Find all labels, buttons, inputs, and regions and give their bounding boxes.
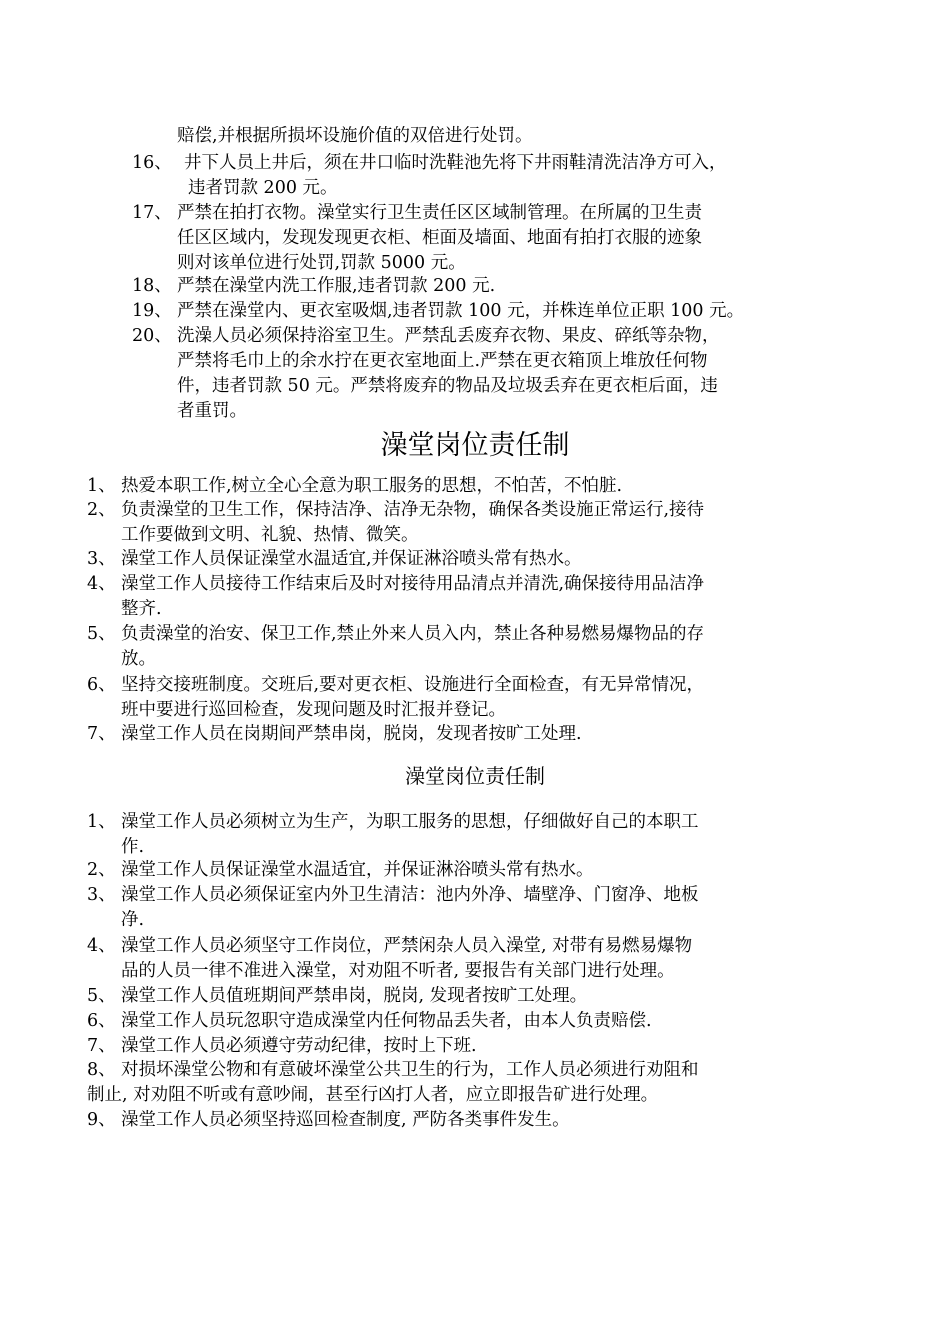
item-text: 洗澡人员必须保持浴室卫生。严禁乱丢废弃衣物、果皮、碎纸等杂物，	[177, 326, 720, 346]
section-title: 澡堂岗位责任制	[380, 430, 570, 461]
item-text: 放。	[121, 649, 156, 669]
item-text: 澡堂工作人员必须遵守劳动纪律，按时上下班.	[121, 1036, 477, 1056]
item-text: 澡堂工作人员在岗期间严禁串岗，脱岗，发现者按旷工处理.	[121, 724, 582, 744]
item-text: 净.	[121, 910, 145, 930]
item-text: 制止, 对劝阻不听或有意吵闹，甚至行凶打人者，应立即报告矿进行处理。	[87, 1085, 659, 1105]
item-text: 澡堂工作人员必须坚持巡回检查制度, 严防各类事件发生。	[121, 1110, 570, 1130]
item-text: 严禁在澡堂内、更衣室吸烟,违者罚款 100 元，并株连单位正职 100 元。	[177, 301, 745, 321]
item-number: 6、	[87, 675, 116, 695]
item-text: 严禁在拍打衣物。澡堂实行卫生责任区区域制管理。在所属的卫生责	[177, 203, 702, 223]
item-number: 20、	[132, 326, 172, 346]
item-number: 8、	[87, 1060, 116, 1080]
item-text: 澡堂工作人员保证澡堂水温适宜,并保证淋浴喷头常有热水。	[121, 549, 582, 569]
item-number: 6、	[87, 1011, 116, 1031]
continuation-line: 赔偿,并根据所损坏设施价值的双倍进行处罚。	[177, 126, 533, 146]
item-number: 1、	[87, 476, 116, 496]
item-text: 澡堂工作人员必须保证室内外卫生清洁：池内外净、墙壁净、门窗净、地板	[121, 885, 699, 905]
item-text: 澡堂工作人员值班期间严禁串岗，脱岗, 发现者按旷工处理。	[121, 986, 588, 1006]
item-text: 澡堂工作人员玩忽职守造成澡堂内任何物品丢失者，由本人负责赔偿.	[121, 1011, 652, 1031]
item-number: 9、	[87, 1110, 116, 1130]
item-text: 严禁在澡堂内洗工作服,违者罚款 200 元.	[177, 276, 496, 296]
item-number: 19、	[132, 301, 172, 321]
item-number: 7、	[87, 1036, 116, 1056]
item-text: 严禁将毛巾上的余水拧在更衣室地面上.严禁在更衣箱顶上堆放任何物	[177, 351, 708, 371]
item-number: 7、	[87, 724, 116, 744]
item-number: 5、	[87, 624, 116, 644]
item-text: 违者罚款 200 元。	[188, 178, 338, 198]
item-text: 负责澡堂的治安、保卫工作,禁止外来人员入内，禁止各种易燃易爆物品的存	[121, 624, 705, 644]
item-number: 18、	[132, 276, 172, 296]
item-text: 负责澡堂的卫生工作，保持洁净、洁净无杂物，确保各类设施正常运行,接待	[121, 500, 705, 520]
item-text: 澡堂工作人员保证澡堂水温适宜，并保证淋浴喷头常有热水。	[121, 860, 594, 880]
item-text: 工作要做到文明、礼貌、热情、微笑。	[121, 525, 419, 545]
item-number: 5、	[87, 986, 116, 1006]
item-text: 则对该单位进行处罚,罚款 5000 元。	[177, 253, 466, 273]
item-number: 16、	[132, 153, 172, 173]
item-text: 任区区域内，发现发现更衣柜、柜面及墙面、地面有拍打衣服的迹象	[177, 228, 702, 248]
item-text: 件，违者罚款 50 元。严禁将废弃的物品及垃圾丢弃在更衣柜后面，违	[177, 376, 718, 396]
item-text: 井下人员上井后，须在井口临时洗鞋池先将下井雨鞋清洗洁净方可入，	[184, 153, 727, 173]
item-text: 作.	[121, 837, 145, 857]
item-number: 17、	[132, 203, 172, 223]
item-text: 班中要进行巡回检查，发现问题及时汇报并登记。	[121, 700, 506, 720]
item-number: 2、	[87, 860, 116, 880]
item-text: 澡堂工作人员接待工作结束后及时对接待用品清点并清洗,确保接待用品洁净	[121, 574, 705, 594]
item-number: 4、	[87, 936, 116, 956]
item-number: 4、	[87, 574, 116, 594]
item-number: 3、	[87, 549, 116, 569]
item-text: 坚持交接班制度。交班后,要对更衣柜、设施进行全面检查，有无异常情况，	[121, 675, 705, 695]
item-text: 对损坏澡堂公物和有意破坏澡堂公共卫生的行为，工作人员必须进行劝阻和	[121, 1060, 699, 1080]
item-number: 3、	[87, 885, 116, 905]
item-text: 品的人员一律不准进入澡堂，对劝阻不听者, 要报告有关部门进行处理。	[121, 961, 675, 981]
section-title: 澡堂岗位责任制	[405, 764, 545, 788]
item-text: 热爱本职工作,树立全心全意为职工服务的思想，不怕苦，不怕脏.	[121, 476, 623, 496]
item-number: 2、	[87, 500, 116, 520]
item-number: 1、	[87, 812, 116, 832]
item-text: 澡堂工作人员必须坚守工作岗位，严禁闲杂人员入澡堂, 对带有易燃易爆物	[121, 936, 693, 956]
item-text: 者重罚。	[177, 401, 247, 421]
item-text: 整齐.	[121, 599, 162, 619]
item-text: 澡堂工作人员必须树立为生产，为职工服务的思想，仔细做好自己的本职工	[121, 812, 699, 832]
